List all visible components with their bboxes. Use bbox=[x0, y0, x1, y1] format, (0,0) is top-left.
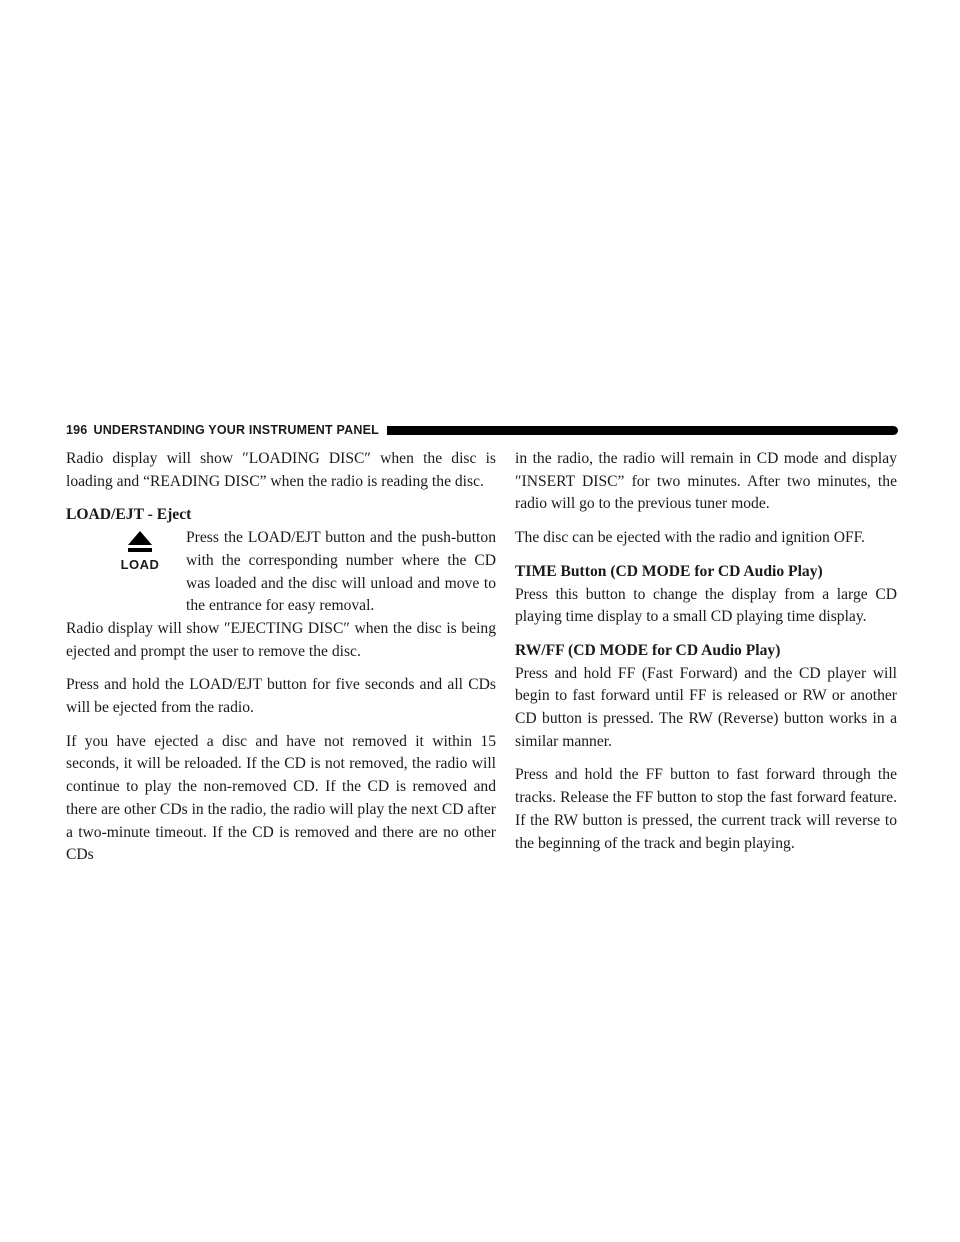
load-ejt-block bbox=[66, 527, 496, 618]
reload-paragraph: If you have ejected a disc and have not removed it within 15 seconds, it will be reloaded. If the CD is not removed, the radio will continue to play the non-removed CD. If the CD is removed and there are other CDs in the radio, the radio will play the next CD after a two-minute timeout. If the CD is removed and there are no other CDs bbox=[66, 732, 496, 864]
section-title: UNDERSTANDING YOUR INSTRUMENT PANEL bbox=[93, 423, 379, 437]
eject-bar bbox=[128, 548, 152, 552]
fast-forward-paragraph: Press and hold the FF button to fast forward through the tracks. Release the FF button to stop the fast forward feature. If the RW button is pressed, the current track will reverse to the beginning of the track and begin playing. bbox=[515, 766, 897, 852]
left-column bbox=[66, 448, 496, 878]
header-rule bbox=[387, 426, 898, 435]
page-header bbox=[66, 419, 898, 441]
time-button-text: Press this button to change the display from a large CD playing time display to a small CD playing time display. bbox=[515, 585, 897, 626]
ejecting-disc-paragraph: Radio display will show ″EJECTING DISC″ when the disc is being ejected and prompt the user to remove the disc. bbox=[66, 619, 496, 660]
rwff-text: Press and hold FF (Fast Forward) and the CD player will begin to fast forward until FF is released or RW or another CD button is pressed. The RW (Reverse) button works in a similar manner. bbox=[515, 664, 897, 750]
ignition-off-paragraph: The disc can be ejected with the radio and ignition OFF. bbox=[515, 529, 865, 547]
rwff-heading: RW/FF (CD MODE for CD Audio Play) bbox=[515, 641, 781, 659]
eject-icon bbox=[110, 531, 170, 591]
time-button-heading: TIME Button (CD MODE for CD Audio Play) bbox=[515, 562, 823, 580]
eject-all-paragraph: Press and hold the LOAD/EJT button for five seconds and all CDs will be ejected from the radio. bbox=[66, 676, 496, 717]
load-ejt-heading: LOAD/EJT - Eject bbox=[66, 506, 192, 524]
load-ejt-text: Press the LOAD/EJT button and the push-button with the corresponding number where the CD was loaded and the disc will unload and move to the entrance for easy removal. bbox=[186, 529, 496, 615]
right-column bbox=[515, 448, 897, 866]
loading-disc-paragraph: Radio display will show ″LOADING DISC″ when the disc is loading and “READING DISC” when the radio is reading the disc. bbox=[66, 450, 496, 490]
page-number: 196 bbox=[66, 423, 88, 437]
insert-disc-paragraph: in the radio, the radio will remain in CD mode and display ″INSERT DISC” for two minutes. After two minutes, the radio will go to the previous tuner mode. bbox=[515, 450, 897, 513]
eject-triangle bbox=[128, 531, 152, 545]
load-icon-label: LOAD bbox=[120, 557, 160, 573]
